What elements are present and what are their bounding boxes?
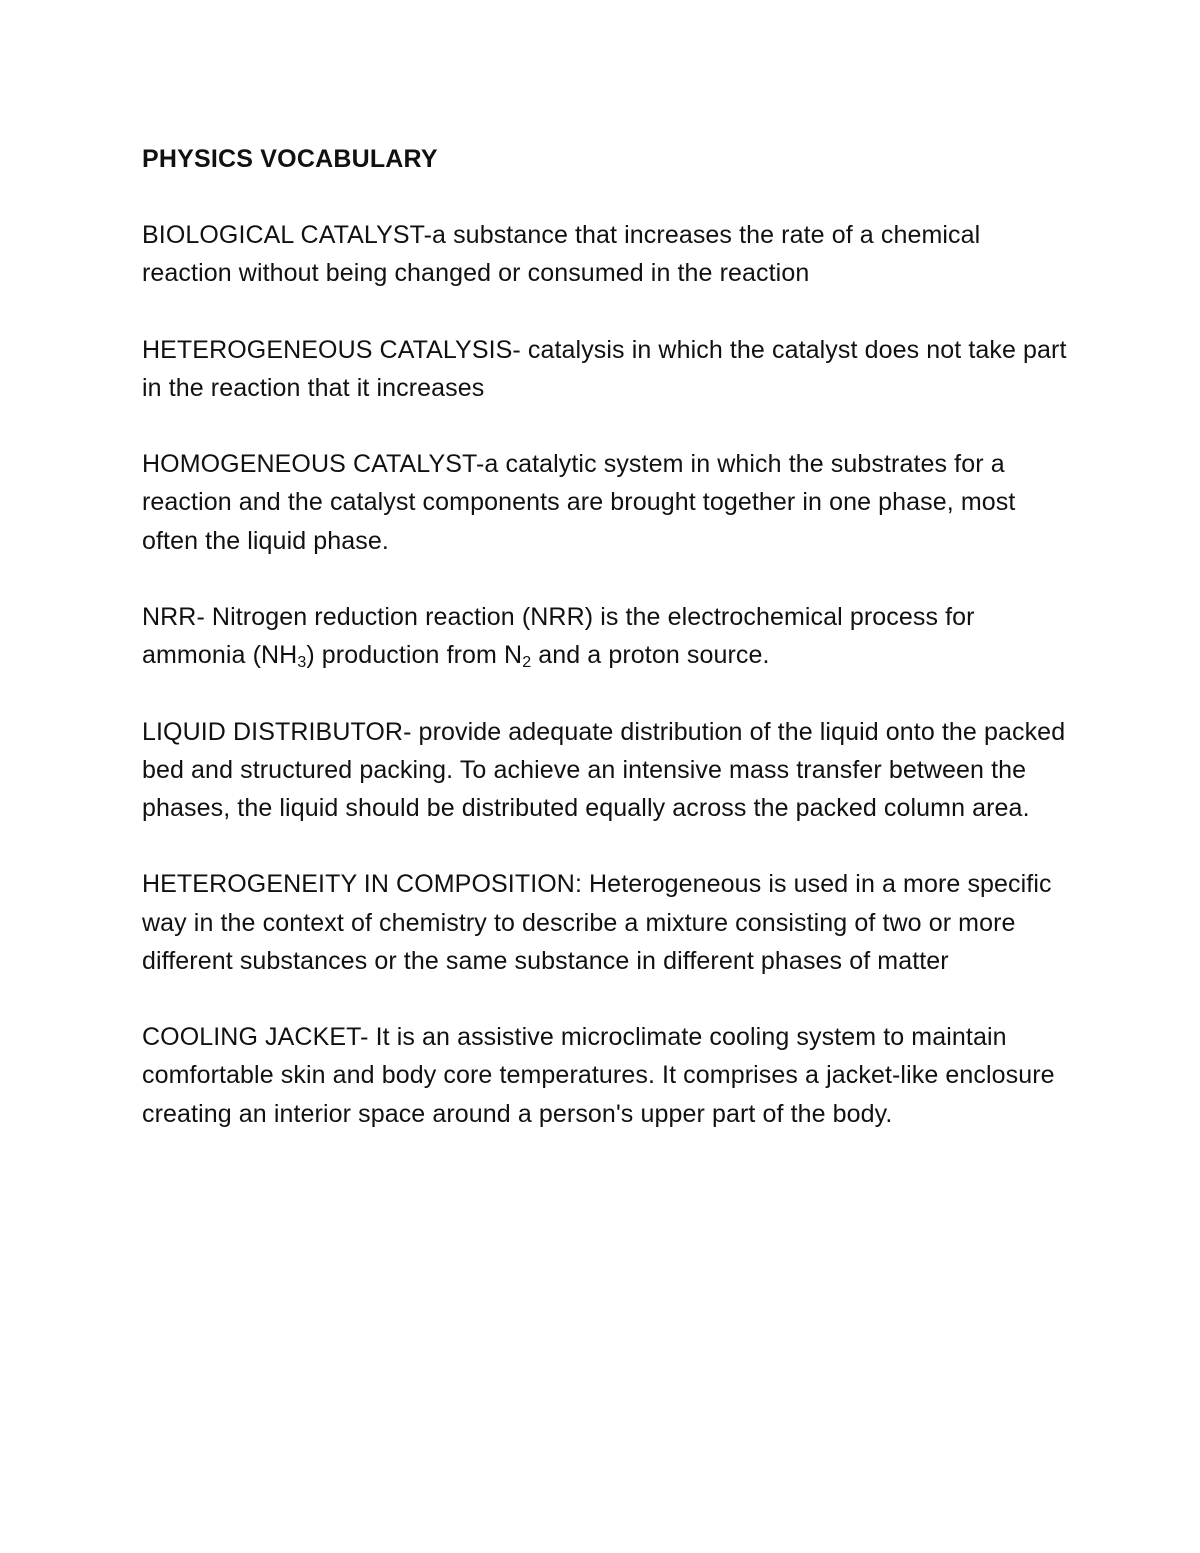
- entry-nrr-text-2: ) production from N: [306, 641, 523, 670]
- entry-cooling-jacket: COOLING JACKET- It is an assistive microclimate cooling system to maintain comfortable skin and body core temperatures. It comprises a jacket-like enclosure creating an interior space around a person's upper part of the body.: [142, 1023, 1055, 1128]
- entry-nrr-text-3: and a proton source.: [531, 641, 770, 670]
- entry-liquid-distributor: LIQUID DISTRIBUTOR- provide adequate distribution of the liquid onto the packed bed and structured packing. To achieve an intensive mass transfer between the phases, the liquid should be distributed equally across the packed column area.: [142, 717, 1066, 822]
- entry-heterogeneous-catalysis: HETEROGENEOUS CATALYSIS- catalysis in which the catalyst does not take part in the reaction that it increases: [142, 335, 1067, 402]
- document-title: PHYSICS VOCABULARY: [142, 145, 438, 173]
- entry-heterogeneity-in-composition: HETEROGENEITY IN COMPOSITION: Heterogeneous is used in a more specific way in the context of chemistry to describe a mixture consisting of two or more different substances or the same substance in different phases of matter: [142, 870, 1052, 975]
- document-page: [142, 140, 1072, 1171]
- entry-nrr-text-1: NRR- Nitrogen reduction reaction (NRR) is the electrochemical process for ammonia (NH: [142, 602, 975, 670]
- entry-nrr: [142, 598, 1072, 674]
- entry-biological-catalyst: BIOLOGICAL CATALYST-a substance that increases the rate of a chemical reaction without being changed or consumed in the reaction: [142, 221, 981, 288]
- entry-homogeneous-catalyst: HOMOGENEOUS CATALYST-a catalytic system in which the substrates for a reaction and the catalyst components are brought together in one phase, most often the liquid phase.: [142, 450, 1016, 555]
- entry-nrr-subscript-2: 2: [522, 654, 532, 672]
- entry-nrr-subscript-1: 3: [297, 654, 307, 672]
